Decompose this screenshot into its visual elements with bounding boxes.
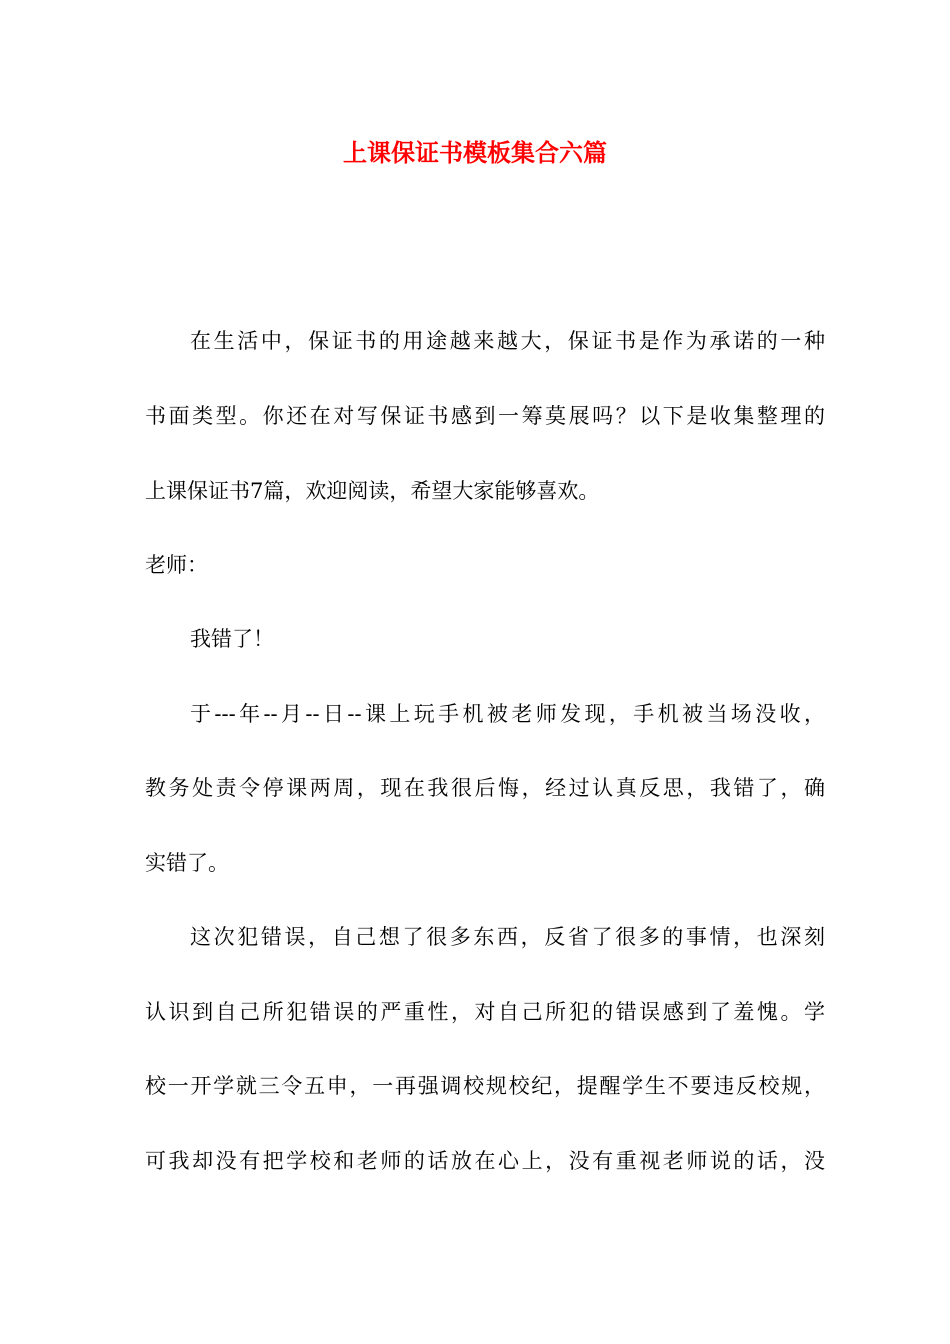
paragraph-line: 这次犯错误，自己想了很多东西，反省了很多的事情，也深刻: [190, 925, 825, 949]
salutation-line: 老师：: [145, 553, 208, 577]
paragraph-line: 上课保证书7篇，欢迎阅读，希望大家能够喜欢。: [145, 479, 600, 503]
paragraph-line: 教务处责令停课两周，现在我很后悔，经过认真反思，我错了，确: [145, 776, 825, 800]
paragraph-line: 在生活中，保证书的用途越来越大，保证书是作为承诺的一种: [190, 329, 825, 353]
paragraph-line: 书面类型。你还在对写保证书感到一筹莫展吗？以下是收集整理的: [145, 404, 825, 428]
paragraph-line: 认识到自己所犯错误的严重性，对自己所犯的错误感到了羞愧。学: [145, 1000, 825, 1024]
paragraph-line: 实错了。: [145, 851, 229, 875]
paragraph-line: 可我却没有把学校和老师的话放在心上，没有重视老师说的话，没: [145, 1149, 825, 1173]
paragraph-line: 我错了！: [190, 627, 274, 651]
paragraph-line: 校一开学就三令五申，一再强调校规校纪，提醒学生不要违反校规，: [145, 1074, 825, 1098]
paragraph-line: 于---年--月--日--课上玩手机被老师发现，手机被当场没收，: [190, 702, 825, 726]
document-title: 上课保证书模板集合六篇: [343, 139, 607, 167]
